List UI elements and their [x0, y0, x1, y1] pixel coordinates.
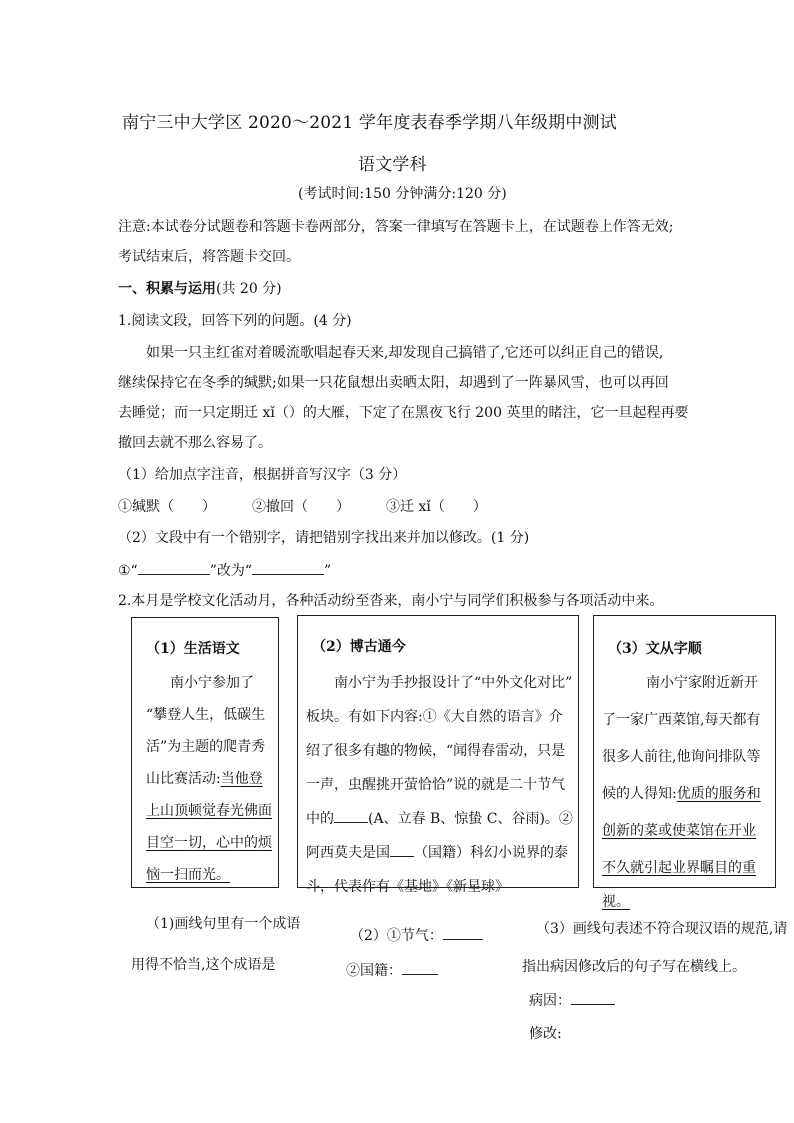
box2-title: （2）博古通今	[312, 639, 406, 655]
box3-title: （3）文从字顺	[608, 641, 702, 657]
ans3-line-4: 修改:	[529, 1026, 562, 1042]
subject-title: 语文学科	[358, 155, 427, 175]
cause-label: 病因：	[529, 993, 571, 1009]
box2-line: 一声，虫醒挑开萤恰恰”说的就是二十节气	[306, 777, 566, 793]
cause-answer-blank[interactable]	[571, 992, 615, 1005]
box2-text: 阿西莫夫是国	[306, 845, 390, 861]
nationality-blank[interactable]	[390, 844, 414, 857]
box1-underlined-line: 上山顶顿觉春光佛面	[146, 803, 272, 819]
exam-title: 南宁三中大学区 2020～2021 学年度表春季学期八年级期中测试	[122, 113, 617, 133]
box1-line: “攀登人生，低碳生	[146, 707, 266, 723]
exam-time-info: (考试时间:150 分钟满分:120 分)	[298, 186, 507, 202]
box3-underlined: 优质的服务和	[676, 786, 761, 802]
quote-close: ”	[324, 563, 332, 579]
notice-line-1: 注意:本试卷分试题卷和答题卡卷两部分，答案一律填写在答题卡上，在试题卷上作答无效;	[118, 219, 674, 235]
box1-line	[146, 768, 263, 788]
box3-underlined-line: 不久就引起业界瞩目的重	[602, 860, 756, 876]
section-score: (共 20 分)	[216, 281, 282, 297]
box2-line: 斗，代表作有《基地》《新星球》	[306, 879, 509, 895]
q1-passage-line: 继续保持它在冬季的缄默;如果一只花鼠想出卖晒太阳，却遇到了一阵暴风雪，也可以再回	[118, 375, 669, 391]
q1-item-2: ②撤回（ ）	[252, 499, 350, 515]
box3-underlined-line: 视。	[602, 894, 630, 910]
box2-line: 板块。有如下内容:①《大自然的语言》介	[306, 709, 563, 725]
box1-underlined: 当他登	[220, 771, 263, 787]
q1-stem: 1.阅读文段，回答下列的问题。(4 分)	[118, 313, 352, 329]
box1-text: 山比赛活动:	[146, 771, 221, 787]
notice-line-2: 考试结束后，将答题卡交回。	[118, 249, 300, 265]
box-ancient-modern	[297, 615, 579, 895]
ans1-line-2: 用得不恰当,这个成语是	[131, 957, 276, 973]
box1-underlined-line: 目空一切，心中的烦	[146, 835, 272, 851]
box-life-chinese	[131, 617, 279, 888]
box2-text: 中的	[306, 811, 334, 827]
q1-passage-line: 撤回去就不那么容易了。	[118, 435, 272, 451]
box3-line	[602, 783, 761, 803]
box3-underlined-line: 创新的菜或使菜馆在开业	[602, 823, 756, 839]
box2-line: 绍了很多有趣的物候，“闻得春雷动，只是	[306, 743, 566, 759]
nationality-label: ②国籍：	[346, 963, 402, 979]
ans3-line-1: （3）画线句表述不符合现汉语的规范,请	[536, 921, 788, 937]
q1-sub2-answer	[118, 562, 331, 578]
change-to-label: ”改为“	[209, 563, 253, 579]
nationality-answer-blank[interactable]	[402, 962, 438, 975]
ans2-line-2	[346, 962, 438, 978]
ans3-line-2: 指出病因修改后的句子写在横线上。	[522, 959, 746, 975]
solar-term-blank[interactable]	[334, 810, 368, 823]
wrong-char-blank[interactable]	[138, 562, 210, 575]
box3-line: 很多人前往,他询问排队等	[602, 749, 761, 765]
box3-text: 候的人得知:	[602, 786, 677, 802]
q1-passage-line: 如果一只主红雀对着暖流歌唱起春天来,却发现自己搞错了,它还可以纠正自己的错误,	[146, 345, 664, 361]
box1-line: 南小宁参加了	[170, 675, 254, 691]
q1-item-3: ③迁 xǐ（ ）	[386, 499, 487, 515]
q2-stem: 2.本月是学校文化活动月，各种活动纷至沓来，南小宁与同学们积极参与各项活动中来。	[118, 593, 664, 609]
box3-line: 了一家广西菜馆,每天都有	[602, 712, 761, 728]
q1-passage-line: 去睡觉；而一只定期迁 xǐ（）的大雁，下定了在黑夜飞行 200 英里的睹注，它一旦起程再要	[118, 405, 689, 421]
q1-item-1: ①缄默（ ）	[118, 499, 216, 515]
q1-sub1: （1）给加点字注音，根据拼音写汉字（3 分）	[118, 467, 407, 483]
q1-sub2: （2）文段中有一个错别字，请把错别字找出来并加以修改。(1 分)	[118, 530, 530, 546]
solar-term-answer-blank[interactable]	[443, 927, 483, 940]
box2-text: （国籍）科幻小说界的泰	[414, 845, 568, 861]
box1-underlined-line: 恼一扫而光。	[146, 867, 230, 883]
box2-line	[306, 808, 573, 828]
box3-line: 南小宁家附近新开	[646, 675, 758, 691]
ans3-line-3	[529, 992, 615, 1008]
box-fluent-writing	[593, 615, 776, 910]
correct-char-blank[interactable]	[252, 562, 324, 575]
ans2-line-1	[350, 927, 483, 943]
section-heading	[118, 282, 282, 296]
box2-line	[306, 842, 568, 862]
ans1-line-1: （1)画线句里有一个成语	[146, 916, 301, 932]
box2-text: (A、立春 B、惊蛰 C、谷雨)。②	[368, 811, 573, 827]
box1-title: （1）生活语文	[146, 641, 240, 657]
box1-line: 活”为主题的爬青秀	[146, 739, 266, 755]
box2-line: 南小宁为手抄报设计了“中外文化对比”	[334, 675, 573, 691]
solar-term-label: （2）①节气：	[350, 928, 443, 944]
section-heading-label: 一、积累与运用	[118, 281, 216, 297]
quote-open: ①“	[118, 563, 138, 579]
